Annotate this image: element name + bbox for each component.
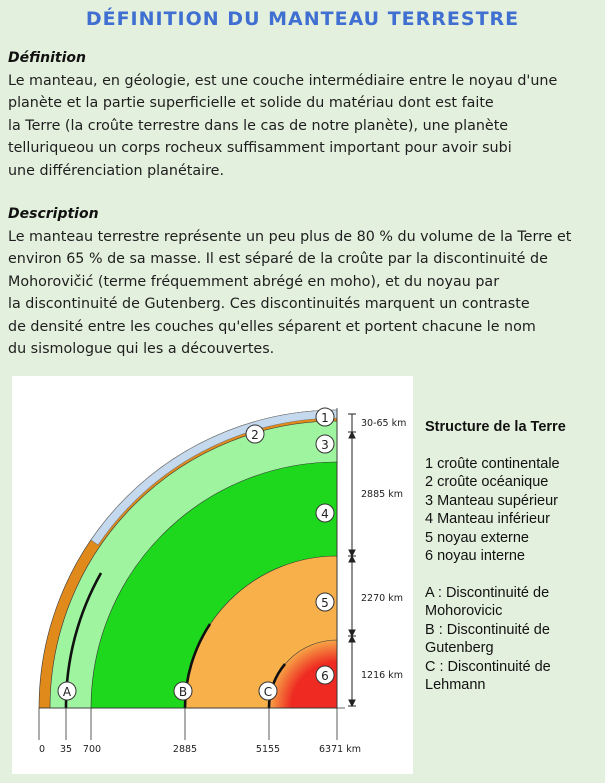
diagram-legend xyxy=(425,418,605,695)
definition-heading: Définition xyxy=(8,50,86,66)
legend-discontinuity-item: B : Discontinuité de xyxy=(425,621,550,638)
legend-discontinuity-item: Lehmann xyxy=(425,677,486,693)
description-line: environ 65 % de sa masse. Il est séparé de la croûte par la discontinuité de xyxy=(8,251,548,268)
discontinuity-letter: B xyxy=(178,685,188,699)
layer-number: 4 xyxy=(321,507,329,521)
depth-label: 35 xyxy=(59,744,73,755)
legend-discontinuity-item: Gutenberg xyxy=(425,640,494,656)
layer-marker-2 xyxy=(246,425,264,443)
legend-discontinuity-item: C : Discontinuité de xyxy=(425,658,551,675)
legend-layer-item: 4 Manteau inférieur xyxy=(425,511,550,527)
legend-discontinuity-item: Mohorovicic xyxy=(425,603,503,619)
depth-label: 6371 km xyxy=(319,744,361,755)
thickness-label: 2885 km xyxy=(361,489,403,500)
description-line: du sismologue qui les a découvertes. xyxy=(8,341,275,358)
depth-label: 5155 xyxy=(255,744,281,755)
description-paragraph xyxy=(8,226,602,360)
layer-number: 1 xyxy=(321,411,329,425)
legend-title: Structure de la Terre xyxy=(425,419,566,435)
layer-marker-4 xyxy=(316,504,334,522)
legend-layer-item: 3 Manteau supérieur xyxy=(425,492,558,509)
description-line: Le manteau terrestre représente un peu plus de 80 % du volume de la Terre et xyxy=(8,229,572,245)
description-line: Mohorovičić (terme fréquemment abrégé en moho), et du noyau par xyxy=(8,273,500,290)
definition-line: la Terre (la croûte terrestre dans le cas de notre planète), une planète xyxy=(8,117,509,134)
discontinuity-letter: C xyxy=(263,685,273,699)
definition-line: une différenciation planétaire. xyxy=(8,162,225,179)
definition-line: telluriqueou un corps rocheux suffisamment important pour avoir subi xyxy=(8,140,512,157)
depth-label: 2885 xyxy=(172,744,198,755)
earth-structure-diagram xyxy=(12,376,413,774)
layer-marker-5 xyxy=(316,593,334,611)
discontinuity-marker-c xyxy=(259,682,277,700)
legend-discontinuity-item: A : Discontinuité de xyxy=(425,584,550,601)
layer-number: 2 xyxy=(251,428,259,442)
layer-number: 6 xyxy=(321,669,329,683)
thickness-scale xyxy=(348,414,356,706)
definition-paragraph xyxy=(8,70,602,182)
depth-label: 700 xyxy=(82,744,102,755)
thickness-label: 2270 km xyxy=(361,593,403,604)
definition-line: planète et la partie superficielle et solide du matériau dont est faite xyxy=(8,95,494,112)
depth-ticks xyxy=(39,708,337,740)
legend-layer-item: 6 noyau interne xyxy=(425,548,525,564)
legend-layer-item: 2 croûte océanique xyxy=(425,474,549,490)
description-line: la discontinuité de Gutenberg. Ces discontinuités marquent un contraste xyxy=(8,296,530,313)
earth-section-svg xyxy=(12,376,413,774)
legend-layer-item: 1 croûte continentale xyxy=(425,455,560,472)
definition-line: Le manteau, en géologie, est une couche intermédiaire entre le noyau d'une xyxy=(8,73,558,89)
discontinuity-letter: A xyxy=(62,685,72,699)
layer-marker-1 xyxy=(316,408,334,426)
layer-marker-3 xyxy=(316,435,334,453)
thickness-label: 30-65 km xyxy=(361,418,407,429)
thickness-label: 1216 km xyxy=(361,670,403,681)
page-title: DÉFINITION DU MANTEAU TERRESTRE xyxy=(85,8,520,30)
depth-label: 0 xyxy=(38,744,46,755)
description-line: de densité entre les couches qu'elles séparent et portent chacune le nom xyxy=(8,318,536,335)
description-heading: Description xyxy=(8,206,99,222)
discontinuity-marker-b xyxy=(174,682,192,700)
discontinuity-marker-a xyxy=(58,682,76,700)
layer-marker-6 xyxy=(316,666,334,684)
layer-number: 5 xyxy=(321,596,329,610)
legend-layer-item: 5 noyau externe xyxy=(425,529,529,546)
layer-number: 3 xyxy=(321,438,329,452)
